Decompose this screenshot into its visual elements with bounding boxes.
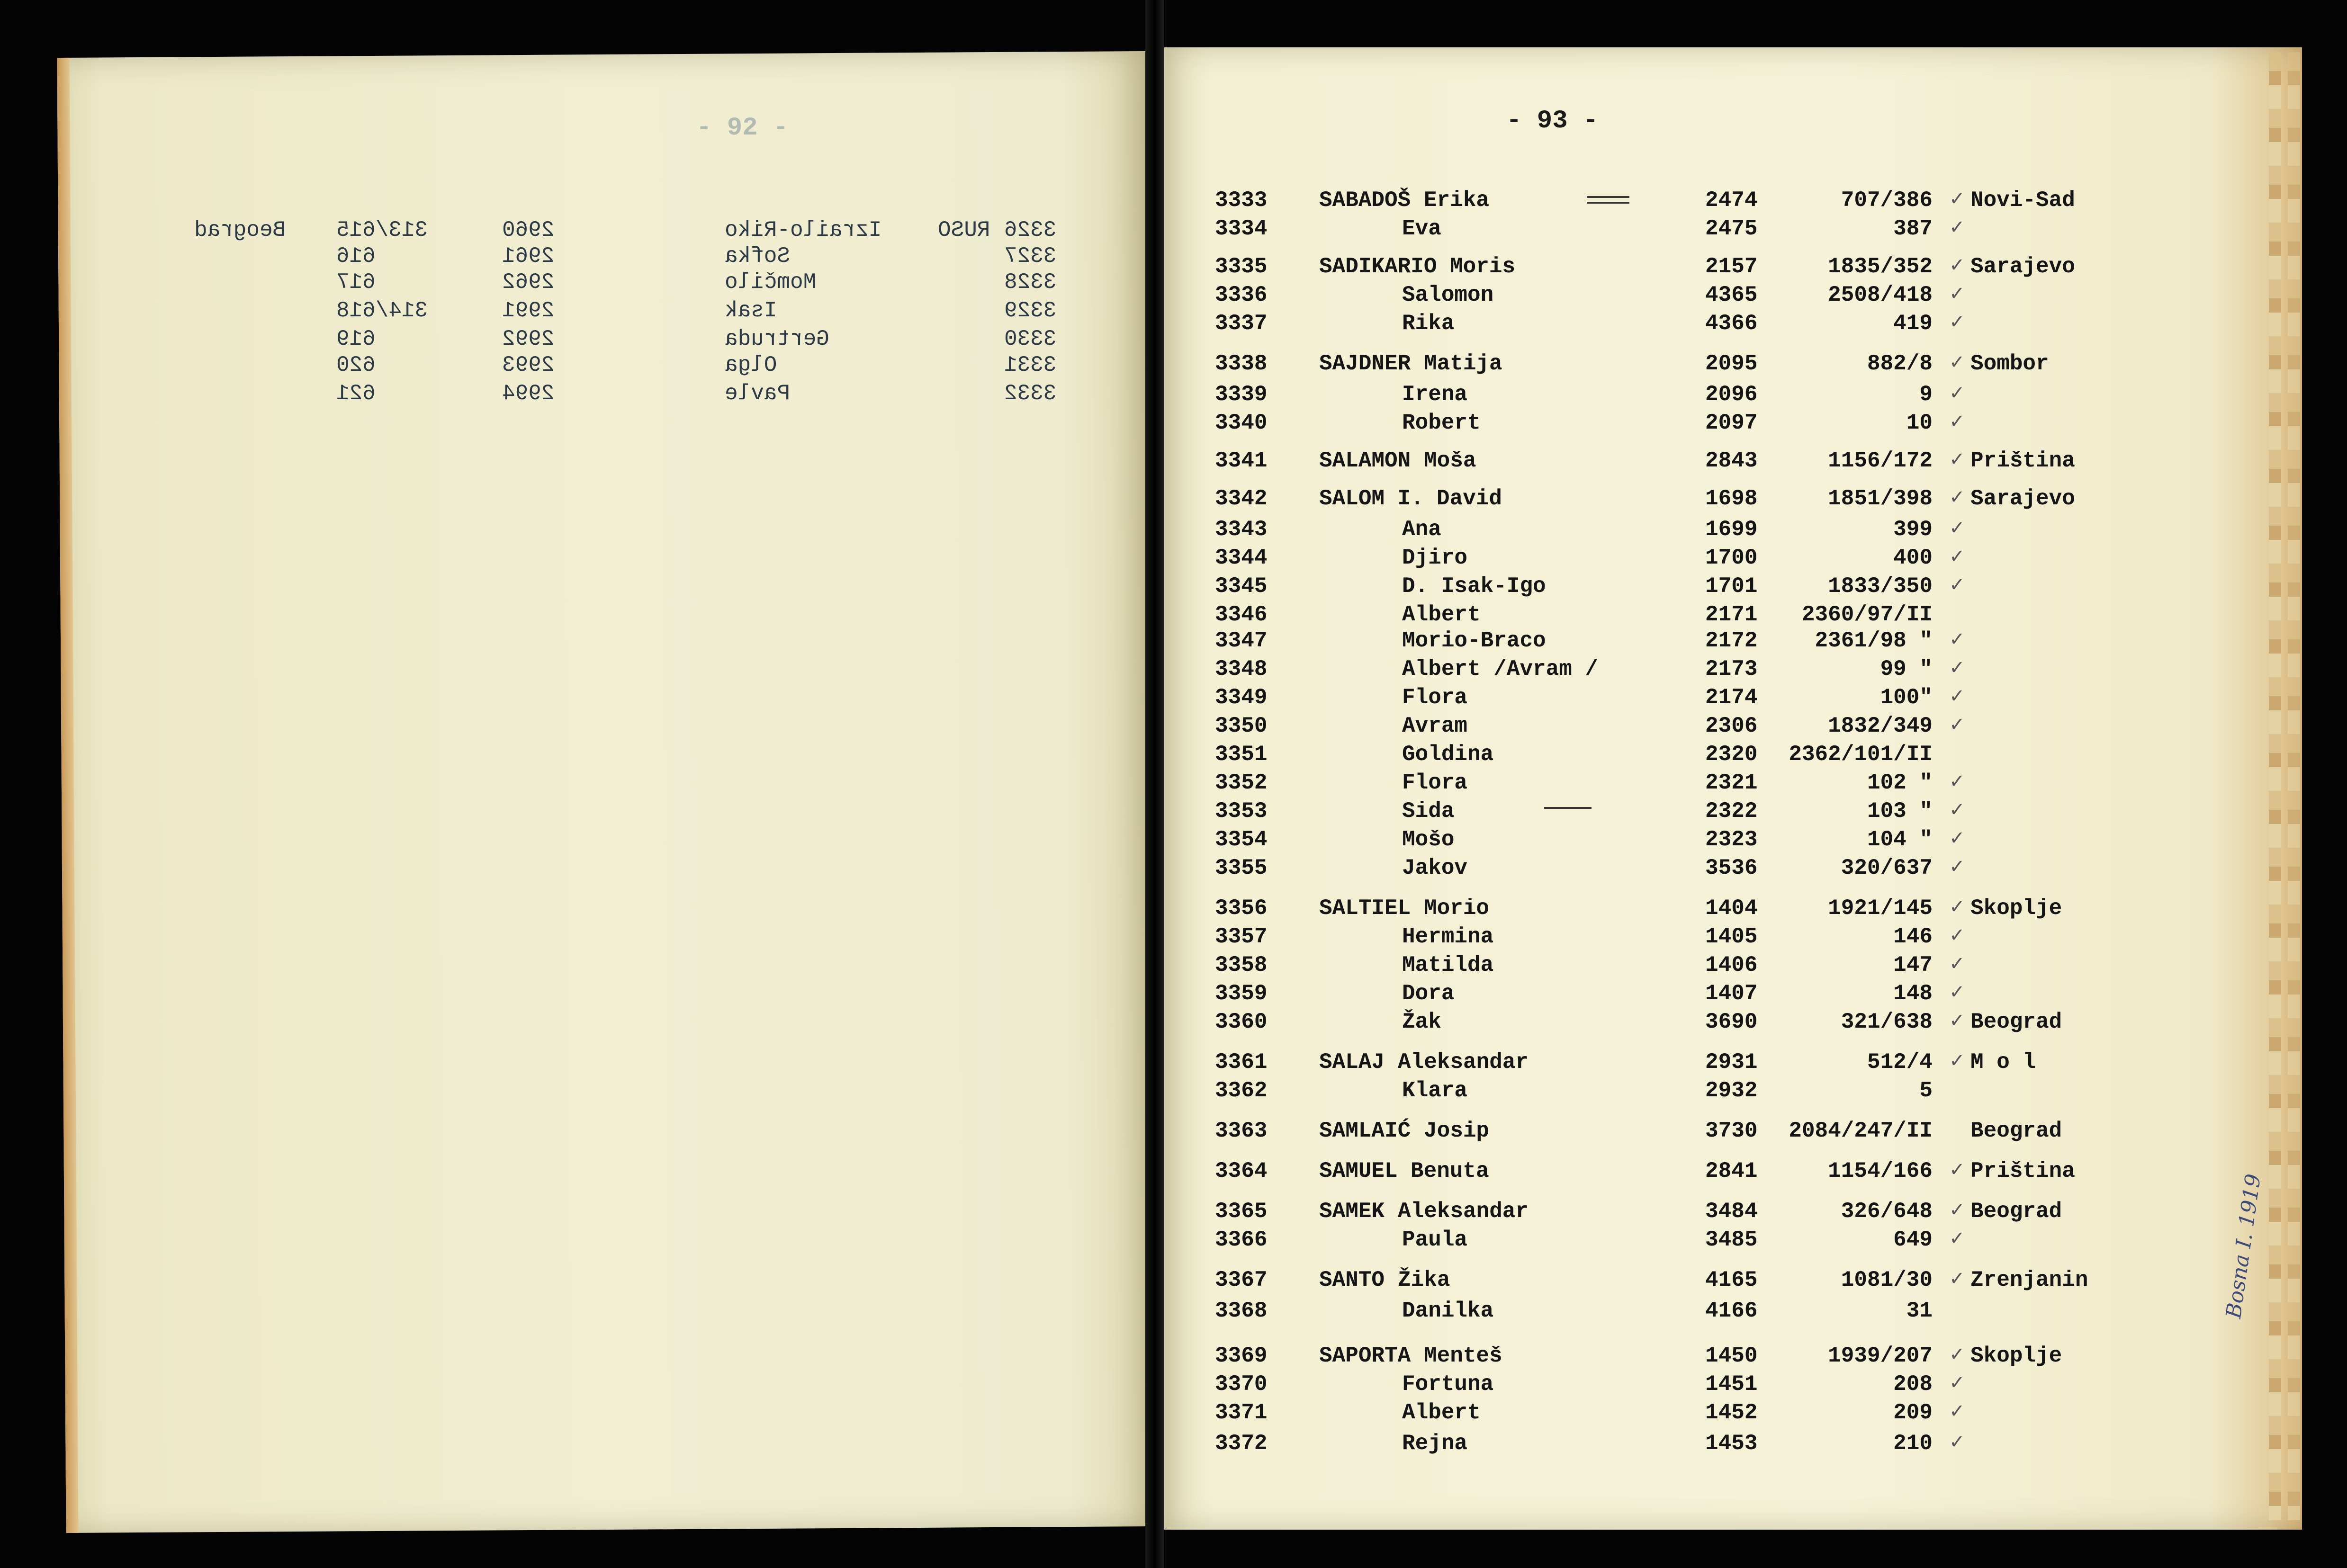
given-name: Moris (1450, 254, 1516, 279)
left-reference-number: 620 (336, 353, 376, 377)
check-mark: ✓ (1949, 1400, 1965, 1422)
left-entry-number: 3330 (1004, 327, 1057, 351)
register-number: 4166 (1705, 1299, 1758, 1323)
left-entry-number: 3328 (1004, 270, 1057, 295)
place-name: Sarajevo (1970, 254, 2075, 279)
register-number: 2320 (1705, 742, 1758, 767)
reference-number: 10 (1906, 411, 1933, 435)
left-given-name: Olga (725, 353, 777, 377)
register-number: 1405 (1705, 924, 1758, 949)
entry-number: 3334 (1215, 216, 1268, 241)
reference-number: 1851/398 (1828, 486, 1933, 511)
reference-number: 100" (1880, 685, 1933, 710)
left-reference-number: 313/615 (336, 218, 428, 242)
entry-number: 3364 (1215, 1159, 1268, 1183)
place-name: Beograd (1970, 1119, 2062, 1143)
surname: SADIKARIO (1319, 254, 1437, 279)
check-mark: ✓ (1949, 311, 1965, 333)
reference-number: 2360/97/II (1801, 602, 1933, 627)
given-name: Flora (1402, 685, 1468, 710)
register-number: 2323 (1705, 827, 1758, 852)
surname: SAMUEL (1319, 1159, 1398, 1183)
entry-number: 3365 (1215, 1199, 1268, 1224)
given-name: Jakov (1402, 856, 1468, 880)
given-name: D. Isak-Igo (1402, 574, 1546, 599)
strike-mark (1544, 807, 1592, 809)
given-name: Avram (1402, 714, 1468, 738)
check-mark: ✓ (1949, 382, 1965, 404)
reference-number: 387 (1893, 216, 1933, 241)
left-page-number: - 92 - (696, 114, 789, 143)
page-edge-stack (2269, 52, 2281, 1520)
surname: SAMEK (1319, 1199, 1385, 1224)
given-name: Fortuna (1402, 1372, 1494, 1397)
reference-number: 148 (1893, 981, 1933, 1006)
left-entry-number: 3332 (1004, 381, 1057, 406)
left-register-number: 2962 (502, 270, 555, 295)
given-name: Aleksandar (1398, 1050, 1529, 1075)
handwritten-margin-note: Bosna I. 1919 (2221, 1172, 2266, 1320)
check-mark: ✓ (1949, 981, 1965, 1003)
left-reference-number: 314/618 (336, 298, 428, 323)
reference-number: 147 (1893, 953, 1933, 977)
register-number: 1700 (1705, 546, 1758, 570)
entry-number: 3370 (1215, 1372, 1268, 1397)
place-name: Sarajevo (1970, 486, 2075, 511)
register-number: 1453 (1705, 1431, 1758, 1456)
reference-number: 1081/30 (1841, 1268, 1933, 1292)
strike-mark (1587, 202, 1629, 204)
register-number: 3485 (1705, 1228, 1758, 1252)
register-number: 3484 (1705, 1199, 1758, 1224)
reference-number: 208 (1893, 1372, 1933, 1397)
check-mark: ✓ (1949, 896, 1965, 918)
reference-number: 210 (1893, 1431, 1933, 1456)
entry-number: 3360 (1215, 1010, 1268, 1034)
surname: SANTO (1319, 1268, 1385, 1292)
given-name: Albert /Avram / (1402, 657, 1599, 681)
given-name: Dora (1402, 981, 1455, 1006)
register-number: 1701 (1705, 574, 1758, 599)
register-number: 1699 (1705, 517, 1758, 542)
reference-number: 2362/101/II (1789, 742, 1933, 767)
reference-number: 512/4 (1867, 1050, 1933, 1075)
left-reference-number: 621 (336, 381, 376, 406)
surname: SAPORTA (1319, 1344, 1411, 1368)
left-entry-number: 3326 (1004, 218, 1057, 242)
place-name: Priština (1970, 448, 2075, 473)
place-name: Zrenjanin (1970, 1268, 2088, 1292)
register-number: 2097 (1705, 411, 1758, 435)
reference-number: 209 (1893, 1400, 1933, 1425)
reference-number: 1154/166 (1828, 1159, 1933, 1183)
entry-number: 3342 (1215, 486, 1268, 511)
reference-number: 321/638 (1841, 1010, 1933, 1034)
register-number: 1451 (1705, 1372, 1758, 1397)
given-name: Robert (1402, 411, 1481, 435)
register-number: 2174 (1705, 685, 1758, 710)
check-mark: ✓ (1949, 1228, 1965, 1249)
register-number: 1452 (1705, 1400, 1758, 1425)
check-mark: ✓ (1949, 628, 1965, 650)
check-mark: ✓ (1949, 283, 1965, 305)
check-mark: ✓ (1949, 517, 1965, 539)
left-entry-number: 3327 (1004, 244, 1057, 269)
register-number: 2157 (1705, 254, 1758, 279)
place-name: Skoplje (1970, 896, 2062, 921)
entry-number: 3362 (1215, 1078, 1268, 1103)
left-given-name: Izrailo-Riko (725, 218, 882, 242)
given-name: Djiro (1402, 546, 1468, 570)
entry-number: 3346 (1215, 602, 1268, 627)
register-number: 2321 (1705, 771, 1758, 795)
given-name: Aleksandar (1398, 1199, 1529, 1224)
left-surname: RUSO (938, 218, 990, 242)
right-page-number: - 93 - (1506, 107, 1599, 135)
reference-number: 1832/349 (1828, 714, 1933, 738)
given-name: Flora (1402, 771, 1468, 795)
reference-number: 882/8 (1867, 351, 1933, 376)
left-page (57, 51, 1156, 1533)
given-name: Albert (1402, 602, 1481, 627)
entry-number: 3353 (1215, 799, 1268, 824)
check-mark: ✓ (1949, 685, 1965, 707)
given-name: Salomon (1402, 283, 1494, 307)
check-mark: ✓ (1949, 714, 1965, 735)
check-mark: ✓ (1949, 953, 1965, 975)
left-reference-number: 616 (336, 244, 376, 269)
check-mark: ✓ (1949, 574, 1965, 596)
check-mark: ✓ (1949, 188, 1965, 210)
entry-number: 3354 (1215, 827, 1268, 852)
reference-number: 400 (1893, 546, 1933, 570)
register-number: 2932 (1705, 1078, 1758, 1103)
page-edge-stack-outer (2288, 52, 2300, 1520)
entry-number: 3367 (1215, 1268, 1268, 1292)
register-number: 2171 (1705, 602, 1758, 627)
register-number: 2931 (1705, 1050, 1758, 1075)
surname: SABADOŠ (1319, 188, 1411, 213)
place-name: Beograd (1970, 1010, 2062, 1034)
check-mark: ✓ (1949, 827, 1965, 849)
check-mark: ✓ (1949, 216, 1965, 238)
given-name: Sida (1402, 799, 1455, 824)
check-mark: ✓ (1949, 448, 1965, 470)
left-reference-number: 619 (336, 327, 376, 351)
register-number: 3730 (1705, 1119, 1758, 1143)
entry-number: 3341 (1215, 448, 1268, 473)
place-name: M o l (1970, 1050, 2036, 1075)
given-name: Josip (1424, 1119, 1490, 1143)
given-name: Danilka (1402, 1299, 1494, 1323)
given-name: Erika (1424, 188, 1490, 213)
entry-number: 3352 (1215, 771, 1268, 795)
reference-number: 5 (1919, 1078, 1933, 1103)
check-mark: ✓ (1949, 1050, 1965, 1072)
given-name: Mošo (1402, 827, 1455, 852)
register-number: 2095 (1705, 351, 1758, 376)
place-name: Sombor (1970, 351, 2049, 376)
given-name: Goldina (1402, 742, 1494, 767)
entry-number: 3338 (1215, 351, 1268, 376)
register-number: 2173 (1705, 657, 1758, 681)
register-number: 1407 (1705, 981, 1758, 1006)
register-number: 2306 (1705, 714, 1758, 738)
given-name: Irena (1402, 382, 1468, 407)
given-name: Matilda (1402, 953, 1494, 977)
entry-number: 3356 (1215, 896, 1268, 921)
left-entry-number: 3331 (1004, 353, 1057, 377)
surname: SALOM I. (1319, 486, 1424, 511)
entry-number: 3368 (1215, 1299, 1268, 1323)
check-mark: ✓ (1949, 254, 1965, 276)
register-number: 2843 (1705, 448, 1758, 473)
given-name: Albert (1402, 1400, 1481, 1425)
given-name: Morio-Braco (1402, 628, 1546, 653)
reference-number: 103 " (1867, 799, 1933, 824)
surname: SAJDNER (1319, 351, 1411, 376)
reference-number: 1156/172 (1828, 448, 1933, 473)
reference-number: 2084/247/II (1789, 1119, 1933, 1143)
given-name: Morio (1424, 896, 1490, 921)
surname: SAMLAIĆ (1319, 1119, 1411, 1143)
entry-number: 3340 (1215, 411, 1268, 435)
reference-number: 2508/418 (1828, 283, 1933, 307)
register-number: 2322 (1705, 799, 1758, 824)
reference-number: 31 (1906, 1299, 1933, 1323)
entry-number: 3333 (1215, 188, 1268, 213)
entry-number: 3344 (1215, 546, 1268, 570)
register-number: 3690 (1705, 1010, 1758, 1034)
reference-number: 649 (1893, 1228, 1933, 1252)
left-register-number: 2991 (502, 298, 555, 323)
left-given-name: Gertruda (725, 327, 829, 351)
given-name: Žak (1402, 1010, 1441, 1034)
entry-number: 3361 (1215, 1050, 1268, 1075)
register-number: 1404 (1705, 896, 1758, 921)
check-mark: ✓ (1949, 1159, 1965, 1181)
reference-number: 104 " (1867, 827, 1933, 852)
register-number: 1698 (1705, 486, 1758, 511)
entry-number: 3351 (1215, 742, 1268, 767)
check-mark: ✓ (1949, 924, 1965, 946)
check-mark: ✓ (1949, 771, 1965, 792)
reference-number: 326/648 (1841, 1199, 1933, 1224)
reference-number: 146 (1893, 924, 1933, 949)
check-mark: ✓ (1949, 1344, 1965, 1365)
reference-number: 9 (1919, 382, 1933, 407)
register-number: 2096 (1705, 382, 1758, 407)
check-mark: ✓ (1949, 1268, 1965, 1290)
entry-number: 3366 (1215, 1228, 1268, 1252)
entry-number: 3355 (1215, 856, 1268, 880)
place-name: Beograd (1970, 1199, 2062, 1224)
check-mark: ✓ (1949, 1372, 1965, 1394)
register-number: 4165 (1705, 1268, 1758, 1292)
check-mark: ✓ (1949, 856, 1965, 878)
left-given-name: Isak (725, 298, 777, 323)
register-number: 4366 (1705, 311, 1758, 336)
reference-number: 320/637 (1841, 856, 1933, 880)
place-name: Priština (1970, 1159, 2075, 1183)
reference-number: 2361/98 " (1815, 628, 1933, 653)
given-name: Rejna (1402, 1431, 1468, 1456)
entry-number: 3343 (1215, 517, 1268, 542)
strike-mark (1587, 196, 1629, 198)
register-number: 3536 (1705, 856, 1758, 880)
place-name: Novi-Sad (1970, 188, 2075, 213)
entry-number: 3337 (1215, 311, 1268, 336)
surname: SALAMON (1319, 448, 1411, 473)
reference-number: 1833/350 (1828, 574, 1933, 599)
register-number: 2172 (1705, 628, 1758, 653)
place-name: Skoplje (1970, 1344, 2062, 1368)
given-name: Hermina (1402, 924, 1494, 949)
given-name: Ana (1402, 517, 1441, 542)
margin-note-holder (2221, 1172, 2347, 1341)
entry-number: 3349 (1215, 685, 1268, 710)
check-mark: ✓ (1949, 657, 1965, 679)
register-number: 2841 (1705, 1159, 1758, 1183)
given-name: Paula (1402, 1228, 1468, 1252)
entry-number: 3369 (1215, 1344, 1268, 1368)
check-mark: ✓ (1949, 1199, 1965, 1221)
reference-number: 419 (1893, 311, 1933, 336)
left-given-name: Pavle (725, 381, 791, 406)
given-name: Benuta (1411, 1159, 1489, 1183)
entry-number: 3335 (1215, 254, 1268, 279)
given-name: Eva (1402, 216, 1441, 241)
book-gutter (1145, 0, 1164, 1568)
entry-number: 3372 (1215, 1431, 1268, 1456)
check-mark: ✓ (1949, 799, 1965, 821)
register-number: 2474 (1705, 188, 1758, 213)
register-number: 2475 (1705, 216, 1758, 241)
entry-number: 3345 (1215, 574, 1268, 599)
register-number: 1406 (1705, 953, 1758, 977)
given-name: Rika (1402, 311, 1455, 336)
entry-number: 3371 (1215, 1400, 1268, 1425)
left-register-number: 2993 (502, 353, 555, 377)
reference-number: 102 " (1867, 771, 1933, 795)
left-register-number: 2961 (502, 244, 555, 269)
reference-number: 1835/352 (1828, 254, 1933, 279)
check-mark: ✓ (1949, 546, 1965, 567)
given-name: Menteš (1424, 1344, 1502, 1368)
left-given-name: Momčilo (725, 270, 817, 295)
entry-number: 3348 (1215, 657, 1268, 681)
entry-number: 3357 (1215, 924, 1268, 949)
left-given-name: Sofka (725, 244, 791, 269)
given-name: David (1437, 486, 1502, 511)
given-name: Moša (1424, 448, 1476, 473)
entry-number: 3359 (1215, 981, 1268, 1006)
register-number: 1450 (1705, 1344, 1758, 1368)
surname: SALAJ (1319, 1050, 1385, 1075)
reference-number: 99 " (1880, 657, 1933, 681)
left-register-number: 2994 (502, 381, 555, 406)
check-mark: ✓ (1949, 1010, 1965, 1031)
given-name: Matija (1424, 351, 1502, 376)
left-place-name: Beograd (194, 218, 286, 242)
entry-number: 3336 (1215, 283, 1268, 307)
reference-number: 399 (1893, 517, 1933, 542)
reference-number: 1921/145 (1828, 896, 1933, 921)
check-mark: ✓ (1949, 411, 1965, 432)
entry-number: 3347 (1215, 628, 1268, 653)
left-register-number: 2992 (502, 327, 555, 351)
check-mark: ✓ (1949, 486, 1965, 508)
left-entry-number: 3329 (1004, 298, 1057, 323)
given-name: Žika (1398, 1268, 1450, 1292)
given-name: Klara (1402, 1078, 1468, 1103)
check-mark: ✓ (1949, 1431, 1965, 1453)
entry-number: 3339 (1215, 382, 1268, 407)
entry-number: 3358 (1215, 953, 1268, 977)
surname: SALTIEL (1319, 896, 1411, 921)
entry-number: 3363 (1215, 1119, 1268, 1143)
check-mark: ✓ (1949, 351, 1965, 373)
reference-number: 1939/207 (1828, 1344, 1933, 1368)
left-register-number: 2960 (502, 218, 555, 242)
register-number: 4365 (1705, 283, 1758, 307)
reference-number: 707/386 (1841, 188, 1933, 213)
left-reference-number: 617 (336, 270, 376, 295)
entry-number: 3350 (1215, 714, 1268, 738)
